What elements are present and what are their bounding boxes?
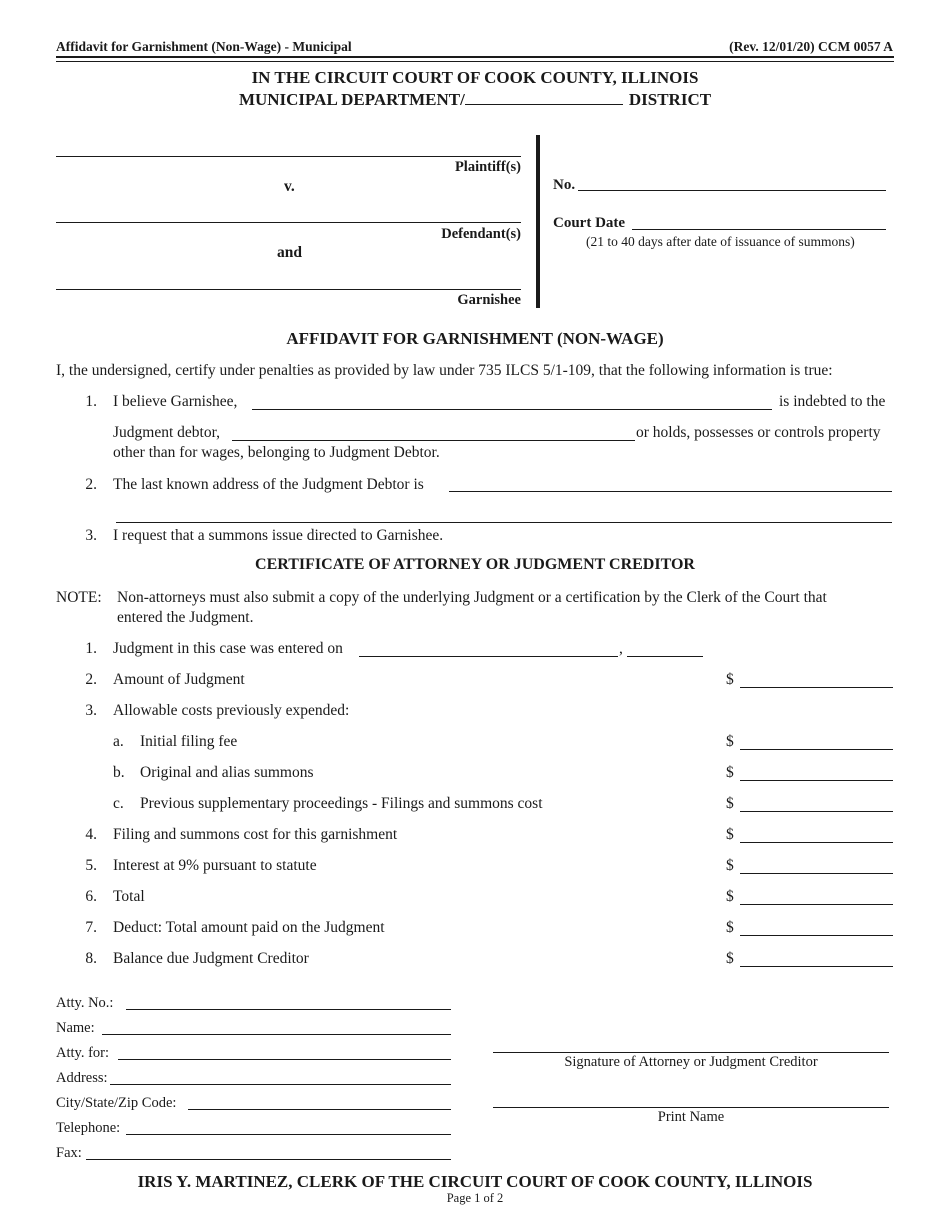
clerk-footer: IRIS Y. MARTINEZ, CLERK OF THE CIRCUIT COURT OF COOK COUNTY, ILLINOIS bbox=[137, 1172, 813, 1191]
print-name-input[interactable] bbox=[493, 1107, 889, 1108]
dollar-sign: $ bbox=[726, 826, 734, 843]
indebted-text: is indebted to the bbox=[779, 393, 886, 410]
deduct-input[interactable] bbox=[740, 935, 893, 936]
alias-summons-input[interactable] bbox=[740, 780, 893, 781]
date-separator: , bbox=[619, 640, 623, 657]
atty-for-label: Atty. for: bbox=[56, 1045, 110, 1061]
balance-due-input[interactable] bbox=[740, 966, 893, 967]
defendant-input[interactable] bbox=[56, 222, 521, 223]
plaintiff-label: Plaintiff(s) bbox=[454, 159, 521, 175]
city-state-zip-input[interactable] bbox=[188, 1109, 451, 1110]
garnishee-name-input[interactable] bbox=[252, 409, 772, 410]
certificate-item-number: 2. bbox=[85, 671, 97, 688]
amount-of-judgment-label: Amount of Judgment bbox=[113, 671, 245, 688]
judgment-date-input[interactable] bbox=[359, 656, 618, 657]
telephone-label: Telephone: bbox=[56, 1120, 121, 1136]
telephone-input[interactable] bbox=[126, 1134, 451, 1135]
signature-input[interactable] bbox=[493, 1052, 889, 1053]
note-text-cont: entered the Judgment. bbox=[117, 609, 254, 626]
summons-request-text: I request that a summons issue directed to Garnishee. bbox=[113, 527, 444, 544]
dollar-sign: $ bbox=[726, 671, 734, 688]
garnishee-label: Garnishee bbox=[457, 292, 521, 308]
atty-no-input[interactable] bbox=[126, 1009, 451, 1010]
judgment-year-input[interactable] bbox=[627, 656, 703, 657]
total-input[interactable] bbox=[740, 904, 893, 905]
dollar-sign: $ bbox=[726, 888, 734, 905]
certificate-item-number: 8. bbox=[85, 950, 97, 967]
note-label: NOTE: bbox=[56, 589, 102, 606]
supplementary-proceedings-input[interactable] bbox=[740, 811, 893, 812]
amount-of-judgment-input[interactable] bbox=[740, 687, 893, 688]
address-input-line2[interactable] bbox=[116, 522, 892, 523]
case-number-input[interactable] bbox=[578, 190, 886, 191]
and-label: and bbox=[277, 244, 302, 261]
deduct-label: Deduct: Total amount paid on the Judgment bbox=[113, 919, 385, 936]
dollar-sign: $ bbox=[726, 764, 734, 781]
allowable-costs-label: Allowable costs previously expended: bbox=[113, 702, 350, 719]
department-label: MUNICIPAL DEPARTMENT/ bbox=[238, 90, 465, 109]
certificate-item-number: 5. bbox=[85, 857, 97, 874]
name-label: Name: bbox=[56, 1020, 95, 1036]
affidavit-title: AFFIDAVIT FOR GARNISHMENT (NON-WAGE) bbox=[286, 329, 664, 348]
address-input-line1[interactable] bbox=[449, 491, 892, 492]
other-than-wages-text: other than for wages, belonging to Judgment Debtor. bbox=[113, 444, 440, 461]
case-number-label: No. bbox=[553, 177, 576, 193]
attorney-address-input[interactable] bbox=[110, 1084, 451, 1085]
interest-label: Interest at 9% pursuant to statute bbox=[113, 857, 317, 874]
department-line bbox=[0, 90, 950, 110]
judgment-debtor-label: Judgment debtor, bbox=[113, 424, 221, 441]
dollar-sign: $ bbox=[726, 857, 734, 874]
district-input[interactable] bbox=[465, 90, 623, 105]
court-date-label: Court Date bbox=[553, 215, 626, 231]
fax-input[interactable] bbox=[86, 1159, 451, 1160]
header-rule-thin bbox=[56, 61, 894, 62]
court-date-input[interactable] bbox=[632, 229, 886, 230]
supplementary-proceedings-label: Previous supplementary proceedings - Filings and summons cost bbox=[140, 795, 543, 812]
certificate-item-number: 3. bbox=[85, 702, 97, 719]
dollar-sign: $ bbox=[726, 950, 734, 967]
certificate-item-number: 1. bbox=[85, 640, 97, 657]
caption-divider bbox=[536, 135, 540, 308]
interest-input[interactable] bbox=[740, 873, 893, 874]
form-title: Affidavit for Garnishment (Non-Wage) - Municipal bbox=[56, 39, 352, 54]
sub-item-letter: c. bbox=[113, 795, 124, 812]
holds-property-text: or holds, possesses or controls property bbox=[636, 424, 881, 441]
certificate-item-number: 6. bbox=[85, 888, 97, 905]
page-number: Page 1 of 2 bbox=[446, 1191, 504, 1205]
certificate-title: CERTIFICATE OF ATTORNEY OR JUDGMENT CREDITOR bbox=[255, 556, 695, 573]
total-label: Total bbox=[113, 888, 145, 905]
garnishee-input[interactable] bbox=[56, 289, 521, 290]
address-label: Address: bbox=[56, 1070, 108, 1086]
judgment-entered-label: Judgment in this case was entered on bbox=[113, 640, 343, 657]
defendant-label: Defendant(s) bbox=[441, 226, 521, 242]
initial-filing-fee-label: Initial filing fee bbox=[140, 733, 238, 750]
judgment-debtor-input[interactable] bbox=[232, 440, 635, 441]
certificate-item-number: 4. bbox=[85, 826, 97, 843]
note-text: Non-attorneys must also submit a copy of the underlying Judgment or a certification by the Clerk of the Court that bbox=[117, 589, 827, 606]
atty-for-input[interactable] bbox=[118, 1059, 451, 1060]
affidavit-item-number: 3. bbox=[85, 527, 97, 544]
sub-item-letter: a. bbox=[113, 733, 124, 750]
last-address-label: The last known address of the Judgment Debtor is bbox=[113, 476, 424, 493]
balance-due-label: Balance due Judgment Creditor bbox=[113, 950, 309, 967]
fax-label: Fax: bbox=[56, 1145, 82, 1161]
plaintiff-input[interactable] bbox=[56, 156, 521, 157]
dollar-sign: $ bbox=[726, 795, 734, 812]
garnishment-cost-input[interactable] bbox=[740, 842, 893, 843]
signature-caption: Signature of Attorney or Judgment Creditor bbox=[564, 1054, 818, 1070]
versus-label: v. bbox=[284, 178, 295, 195]
alias-summons-label: Original and alias summons bbox=[140, 764, 314, 781]
affidavit-item-number: 1. bbox=[85, 393, 97, 410]
print-name-caption: Print Name bbox=[657, 1109, 725, 1125]
garnishment-cost-label: Filing and summons cost for this garnishment bbox=[113, 826, 398, 843]
court-date-note: (21 to 40 days after date of issuance of summons) bbox=[586, 234, 855, 249]
name-input[interactable] bbox=[102, 1034, 451, 1035]
city-state-zip-label: City/State/Zip Code: bbox=[56, 1095, 177, 1111]
header-rule bbox=[56, 56, 894, 58]
affidavit-item-number: 2. bbox=[85, 476, 97, 493]
sub-item-letter: b. bbox=[113, 764, 125, 781]
affidavit-intro: I, the undersigned, certify under penalties as provided by law under 735 ILCS 5/1-109, that the following information is true: bbox=[56, 362, 833, 379]
garnishee-statement: I believe Garnishee, bbox=[113, 393, 238, 410]
atty-no-label: Atty. No.: bbox=[56, 995, 114, 1011]
certificate-item-number: 7. bbox=[85, 919, 97, 936]
court-title: IN THE CIRCUIT COURT OF COOK COUNTY, ILLINOIS bbox=[251, 68, 699, 87]
form-code: (Rev. 12/01/20) CCM 0057 A bbox=[729, 39, 893, 54]
district-label: DISTRICT bbox=[628, 90, 712, 109]
initial-filing-fee-input[interactable] bbox=[740, 749, 893, 750]
dollar-sign: $ bbox=[726, 733, 734, 750]
dollar-sign: $ bbox=[726, 919, 734, 936]
